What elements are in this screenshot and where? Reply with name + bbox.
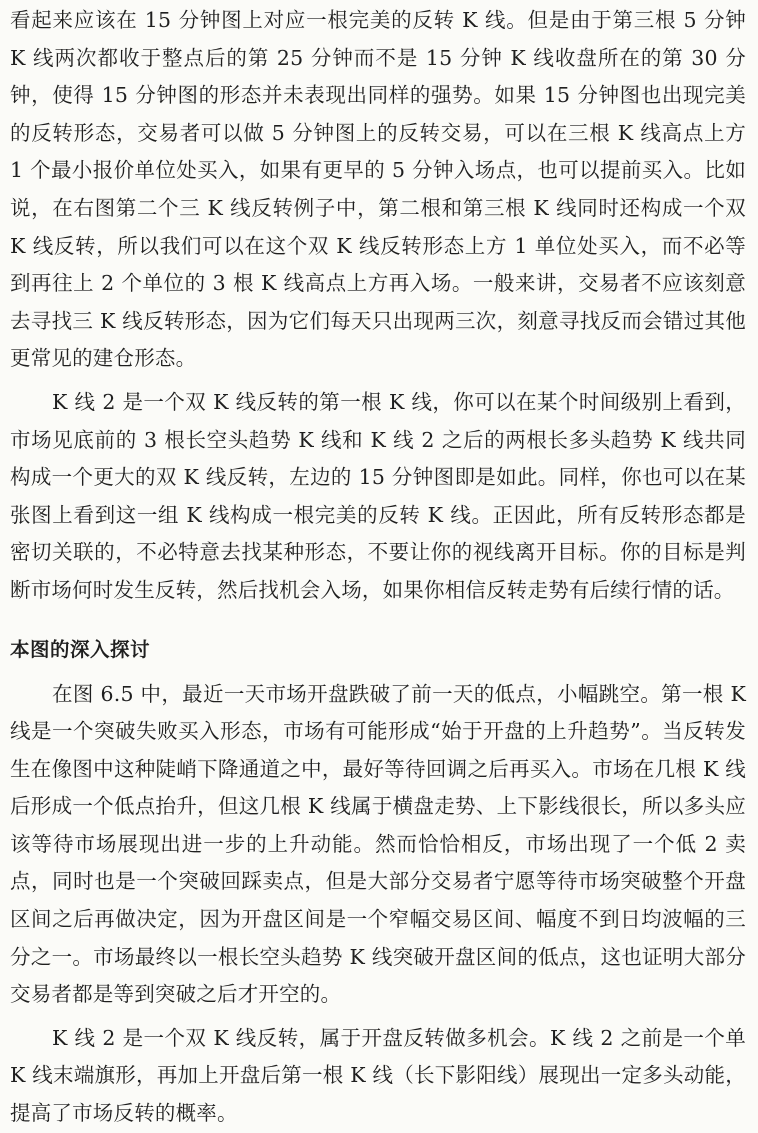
body-paragraph-continued: 看起来应该在 15 分钟图上对应一根完美的反转 K 线。但是由于第三根 5 分钟 K 线两次都收于整点后的第 25 分钟而不是 15 分钟 K 线收盘所在的第 30 分钟，使得 15 分钟图的形态并未表现出同样的强势。如果 15 分钟图也出现完美的反转形态，交易者可以做 5 分钟图上的反转交易，可以在三根 K 线高点上方 1 个最小报价单位处买入，如果有更早的 5 分钟入场点，也可以提前买入。比如说，在右图第二个三 K 线反转例子中，第二根和第三根 K 线同时还构成一个双 K 线反转，所以我们可以在这个双 K 线反转形态上方 1 单位处买入，而不必等到再往上 2 个单位的 3 根 K 线高点上方再入场。一般来讲，交易者不应该刻意去寻找三 K 线反转形态，因为它们每天只出现两三次，刻意寻找反而会错过其他更常见的建仓形态。 xyxy=(10,8,746,371)
section-paragraph-figure-6-5: 在图 6.5 中，最近一天市场开盘跌破了前一天的低点，小幅跳空。第一根 K 线是一个突破失败买入形态，市场有可能形成“始于开盘的上升趋势”。当反转发生在像图中这种陡峭下降通道之中，最好等待回调之后再买入。市场在几根 K 线后形成一个低点抬升，但这几根 K 线属于横盘走势、上下影线很长，所以多头应该等待市场展现出进一步的上升动能。然而恰恰相反，市场出现了一个低 2 卖点，同时也是一个突破回踩卖点，但是大部分交易者宁愿等待市场突破整个开盘区间之后再做决定，因为开盘区间是一个窄幅交易区间、幅度不到日均波幅的三分之一。市场最终以一根长空头趋势 K 线突破开盘区间的低点，这也证明大部分交易者都是等到突破之后才开空的。 xyxy=(10,681,746,1007)
section-paragraph-bar-2-reversal: K 线 2 是一个双 K 线反转，属于开盘反转做多机会。K 线 2 之前是一个单 K 线末端旗形，再加上开盘后第一根 K 线（长下影阳线）展现出一定多头动能，提高了市场反转的概率。 xyxy=(10,1025,746,1126)
section-heading: 本图的深入探讨 xyxy=(10,637,151,661)
body-paragraph-bar-2: K 线 2 是一个双 K 线反转的第一根 K 线，你可以在某个时间级别上看到，市场见底前的 3 根长空头趋势 K 线和 K 线 2 之后的两根长多头趋势 K 线共同构成一个更大的双 K 线反转，左边的 15 分钟图即是如此。同样，你也可以在某张图上看到这一组 K 线构成一根完美的反转 K 线。正因此，所有反转形态都是密切关联的，不必特意去找某种形态，不要让你的视线离开目标。你的目标是判断市场何时发生反转，然后找机会入场，如果你相信反转走势有后续行情的话。 xyxy=(10,389,746,602)
